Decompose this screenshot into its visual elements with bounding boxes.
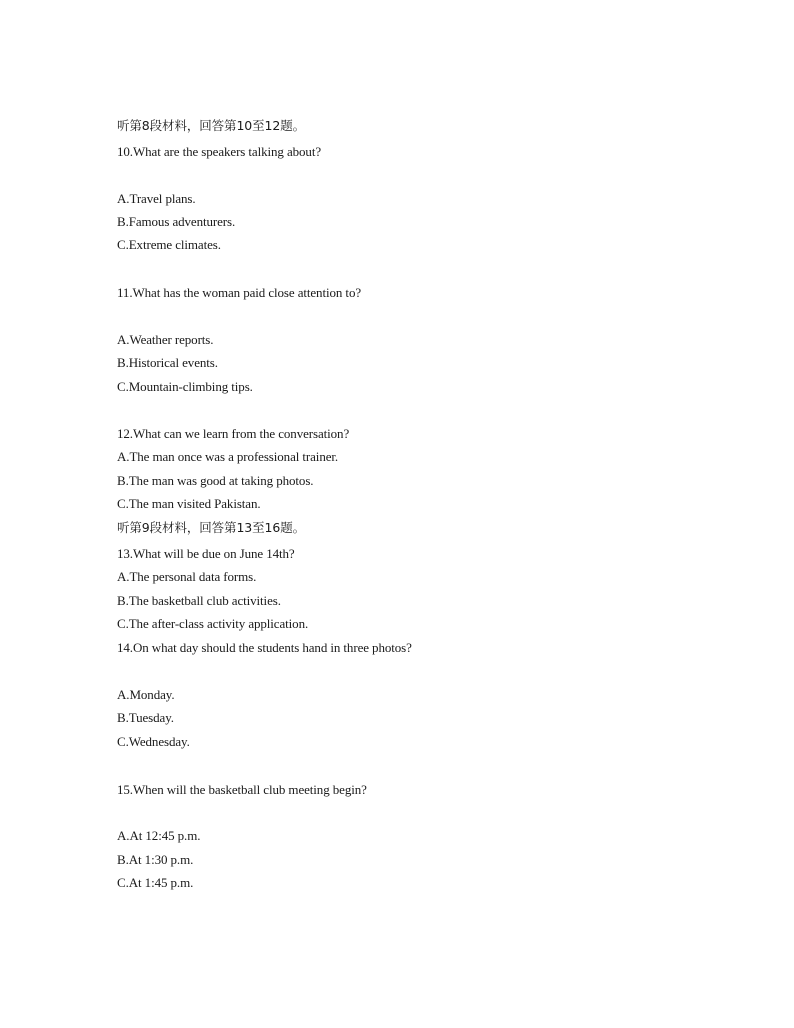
question-12-option-c: C.The man visited Pakistan. xyxy=(117,496,261,511)
question-12-option-a: A.The man once was a professional trainer. xyxy=(117,449,339,464)
question-13-option-c: C.The after-class activity application. xyxy=(117,616,309,631)
question-15-option-a: A.At 12:45 p.m. xyxy=(117,828,201,843)
question-13-option-b: B.The basketball club activities. xyxy=(117,593,281,608)
question-14: 14.On what day should the students hand in three photos? xyxy=(117,640,412,655)
question-10-option-a: A.Travel plans. xyxy=(117,191,196,206)
question-15-option-b: B.At 1:30 p.m. xyxy=(117,852,194,867)
question-14-option-a: A.Monday. xyxy=(117,687,175,702)
question-10: 10.What are the speakers talking about? xyxy=(117,144,322,159)
question-13: 13.What will be due on June 14th? xyxy=(117,546,295,561)
question-11-option-b: B.Historical events. xyxy=(117,355,218,370)
question-14-option-b: B.Tuesday. xyxy=(117,710,174,725)
question-11-option-c: C.Mountain-climbing tips. xyxy=(117,379,253,394)
question-13-option-a: A.The personal data forms. xyxy=(117,569,257,584)
question-10-option-c: C.Extreme climates. xyxy=(117,237,221,252)
question-15: 15.When will the basketball club meeting begin? xyxy=(117,782,367,797)
question-14-option-c: C.Wednesday. xyxy=(117,734,190,749)
question-11: 11.What has the woman paid close attention to? xyxy=(117,285,362,300)
section-heading: 听第9段材料，回答第13至16题。 xyxy=(117,520,306,535)
question-11-option-a: A.Weather reports. xyxy=(117,332,214,347)
question-12-option-b: B.The man was good at taking photos. xyxy=(117,473,314,488)
question-10-option-b: B.Famous adventurers. xyxy=(117,214,236,229)
question-12: 12.What can we learn from the conversation? xyxy=(117,426,350,441)
section-heading: 听第8段材料，回答第10至12题。 xyxy=(117,118,306,133)
question-15-option-c: C.At 1:45 p.m. xyxy=(117,875,194,890)
